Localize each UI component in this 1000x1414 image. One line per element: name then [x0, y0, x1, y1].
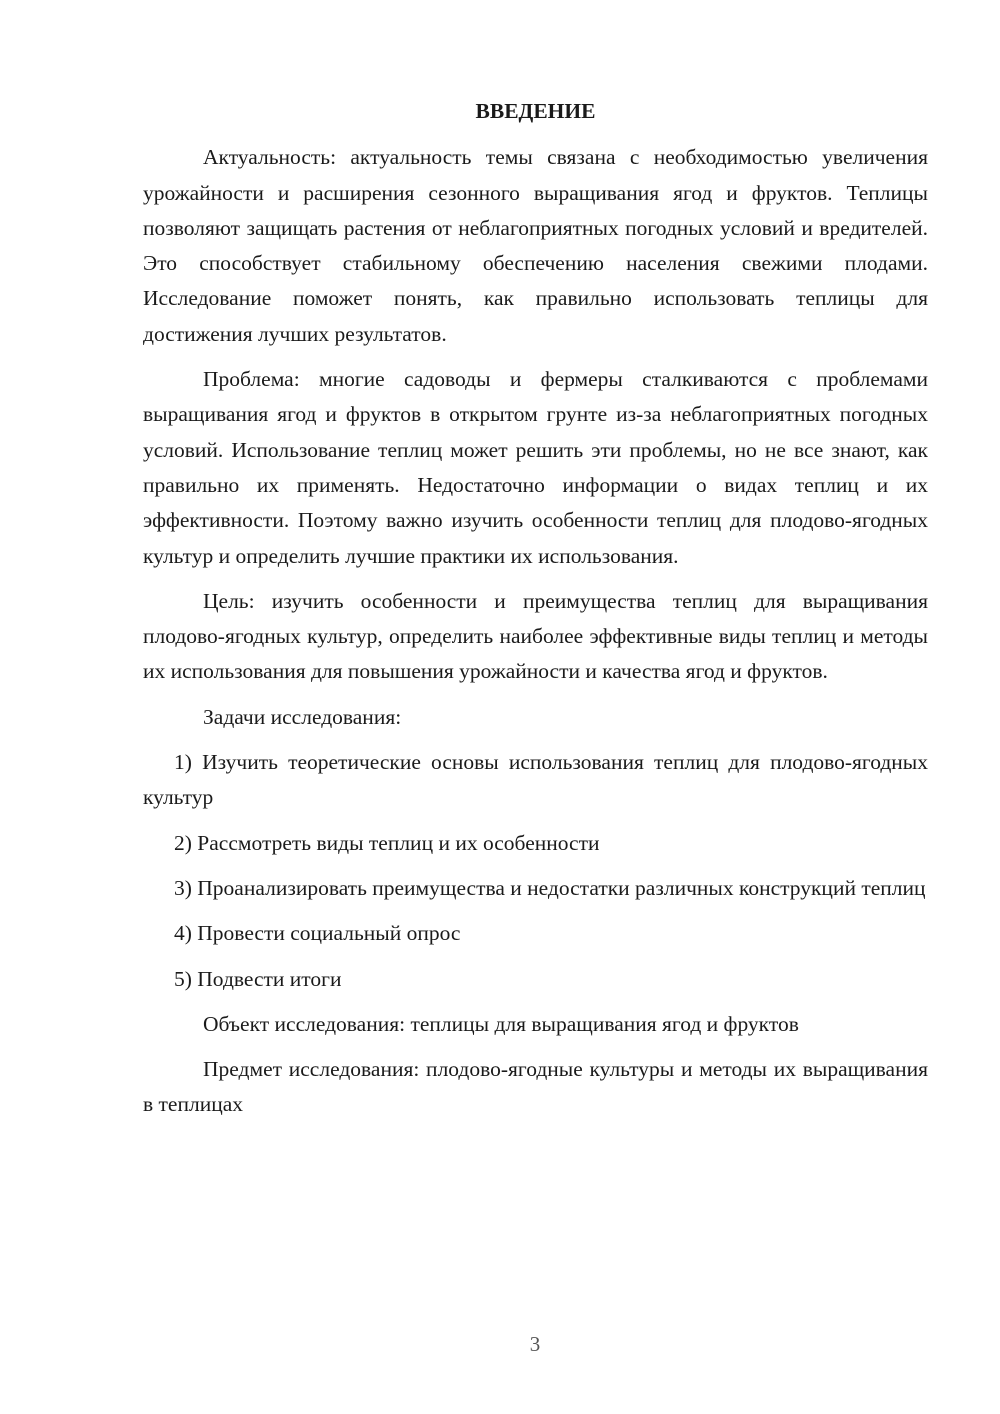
subject-paragraph: Предмет исследования: плодово-ягодные культуры и методы их выращивания в теплицах	[143, 1057, 928, 1117]
relevance-paragraph: Актуальность: актуальность темы связана с необходимостью увеличения урожайности и расширения сезонного выращивания ягод и фруктов. Теплицы позволяют защищать растения от неблагоприятных погодных условий и вредителей. Это способствует стабильному обеспечению населения свежими плодами. Исследование поможет понять, как правильно использовать теплицы для достижения лучших результатов.	[143, 145, 928, 346]
list-item: 4) Провести социальный опрос	[174, 921, 461, 946]
list-item: 3) Проанализировать преимущества и недостатки различных конструкций теплиц	[174, 875, 926, 900]
problem-paragraph: Проблема: многие садоводы и фермеры сталкиваются с проблемами выращивания ягод и фруктов в открытом грунте из-за неблагоприятных погодных условий. Использование теплиц может решить эти проблемы, но не все знают, как правильно их применять. Недостаточно информации о видах теплиц и их эффективности. Поэтому важно изучить особенности теплиц для плодово-ягодных культур и определить лучшие практики их использования.	[143, 367, 928, 568]
list-item: 1) Изучить теоретические основы использования теплиц для плодово-ягодных культур	[143, 750, 928, 810]
tasks-heading: Задачи исследования:	[203, 704, 402, 729]
goal-paragraph: Цель: изучить особенности и преимущества теплиц для выращивания плодово-ягодных культур, определить наиболее эффективные виды теплиц и методы их использования для повышения урожайности и качества ягод и фруктов.	[143, 588, 928, 684]
section-title: ВВЕДЕНИЕ	[475, 99, 596, 123]
document-page	[143, 94, 928, 1133]
tasks-list	[143, 745, 928, 997]
object-paragraph: Объект исследования: теплицы для выращивания ягод и фруктов	[203, 1011, 799, 1036]
list-item: 5) Подвести итоги	[174, 966, 342, 991]
page-number: 3	[529, 1332, 541, 1356]
list-item: 2) Рассмотреть виды теплиц и их особенности	[174, 830, 600, 855]
